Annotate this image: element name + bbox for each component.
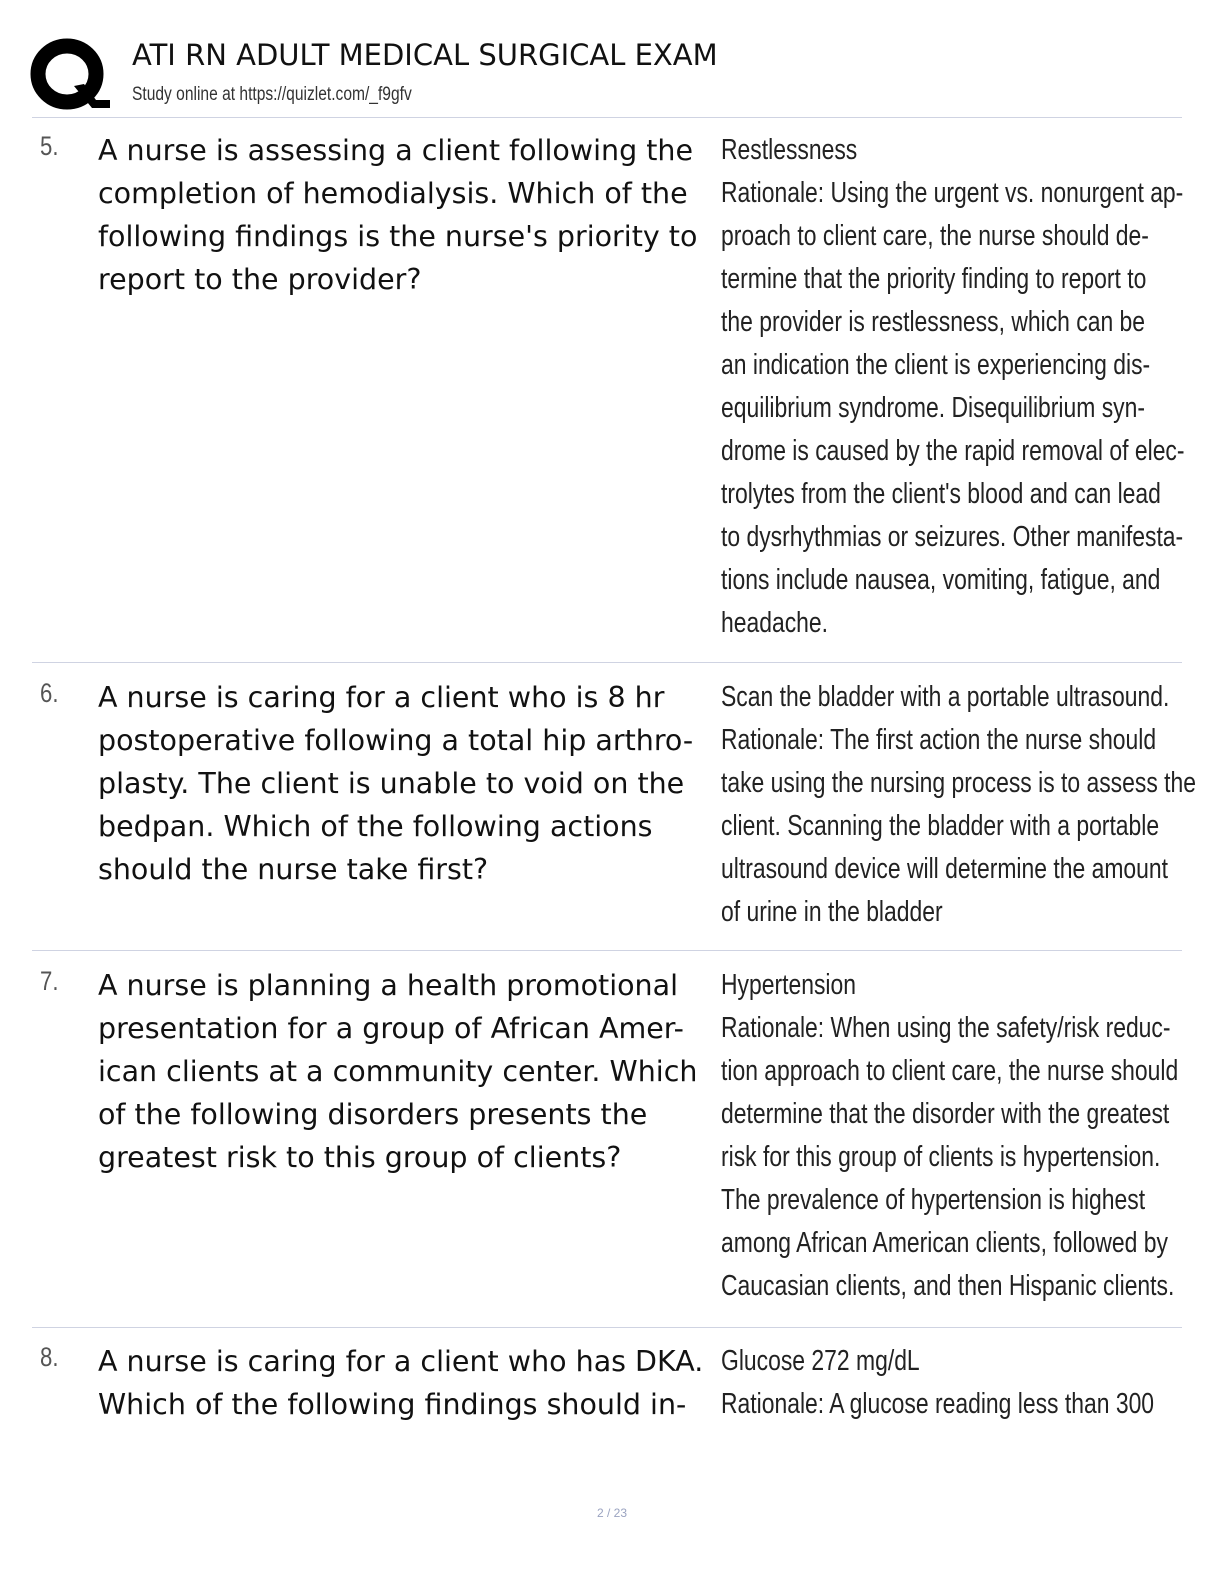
quizlet-q-logo-icon <box>30 36 110 114</box>
card-number: 6. <box>40 678 59 708</box>
card-question: A nurse is assessing a client following the completion of hemodialysis. Which of the following findings is the nurse's priority to report to the provider? <box>98 134 698 296</box>
divider <box>32 662 1182 663</box>
card-number: 7. <box>40 966 59 996</box>
card-answer: Glucose 272 mg/dL Rationale: A glucose reading less than 300 <box>721 1345 1155 1420</box>
card-number: 8. <box>40 1342 59 1372</box>
card-question: A nurse is caring for a client who is 8 hr postoperative following a total hip arthro- plasty. The client is unable to void on the bedpan. Which of the following actions should the nurse take first? <box>98 681 694 886</box>
divider <box>32 1327 1182 1328</box>
page-title: ATI RN ADULT MEDICAL SURGICAL EXAM <box>132 38 718 72</box>
divider <box>32 950 1182 951</box>
card-question: A nurse is caring for a client who has DKA. Which of the following findings should in- <box>98 1345 704 1421</box>
page-header <box>30 30 1182 116</box>
card-answer: Restlessness Rationale: Using the urgent vs. nonurgent ap- proach to client care, the nurse should de- termine that the priority finding to report to the provider is restlessness, which can be an indication the client is experiencing dis- equilibrium syndrome. Disequilibrium syn- drome is caused by the rapid removal of elec- trolytes from the client's blood and can lead to dysrhythmias or seizures. Other manifesta- tions include nausea, vomiting, fatigue, and headache. <box>721 134 1185 639</box>
card-answer: Hypertension Rationale: When using the safety/risk reduc- tion approach to client care, the nurse should determine that the disorder with the greatest risk for this group of clients is hypertension. The prevalence of hypertension is highest among African American clients, followed by Caucasian clients, and then Hispanic clients. <box>721 969 1179 1302</box>
divider <box>32 117 1182 118</box>
card-question: A nurse is planning a health promotional presentation for a group of African Amer- ican clients at a community center. Which of the following disorders presents the greatest risk to this group of clients? <box>98 969 698 1174</box>
card-answer: Scan the bladder with a portable ultrasound. Rationale: The first action the nurse should take using the nursing process is to assess the client. Scanning the bladder with a portable ultrasound device will determine the amount of urine in the bladder <box>721 681 1197 928</box>
study-online-link[interactable]: Study online at https://quizlet.com/_f9gfv <box>132 84 412 105</box>
card-number: 5. <box>40 131 59 161</box>
page-number: 2 / 23 <box>596 1506 628 1520</box>
